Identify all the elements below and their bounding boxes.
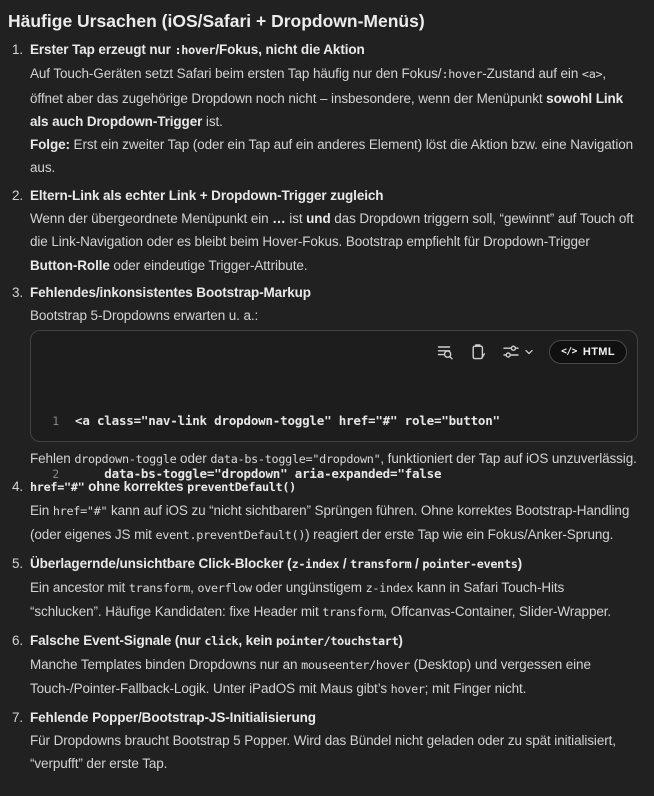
list-item xyxy=(8,475,638,548)
item-number: 4. xyxy=(11,478,23,494)
item-paragraph xyxy=(30,62,638,133)
item-heading xyxy=(30,706,638,729)
inline-code: hover xyxy=(390,682,425,697)
item-heading xyxy=(30,629,638,653)
list-item xyxy=(8,629,638,702)
item-number: 3. xyxy=(11,284,23,300)
explain-code-icon xyxy=(436,343,454,361)
item-heading xyxy=(30,475,638,499)
text-run: , öffnet aber das zugehörige Dropdown noch nicht – insbesondere, wenn der Menüpunkt xyxy=(30,66,606,106)
text-run: Eltern-Link als echter Link + Dropdown-Trigger zugleich xyxy=(30,187,384,203)
text-run: ist xyxy=(285,211,307,227)
chevron-down-icon xyxy=(524,347,534,357)
text-run: Fehlendes/inkonsistentes Bootstrap-Markup xyxy=(30,284,311,300)
inline-code: transform xyxy=(322,605,384,620)
item-number: 1. xyxy=(11,42,23,57)
text-run: Wenn der übergeordnete Menüpunkt ein xyxy=(30,211,273,227)
text-run: , Offcanvas-Container, Slider-Wrapper. xyxy=(383,604,612,620)
inline-code: overflow xyxy=(197,581,252,596)
inline-code: mouseenter/hover xyxy=(301,657,410,672)
item-number: 5. xyxy=(11,555,23,571)
list-item xyxy=(8,184,638,277)
list-item xyxy=(8,38,638,180)
text-run: Fehlen xyxy=(30,450,75,466)
text-run: Erster Tap erzeugt nur xyxy=(30,42,175,57)
list-item xyxy=(8,281,638,482)
text-run: Überlagernde/unsichtbare Click-Blocker ( xyxy=(30,555,292,571)
inline-code: click xyxy=(204,633,239,648)
item-heading xyxy=(30,38,638,62)
item-heading xyxy=(30,281,638,304)
line-number: 1 xyxy=(52,413,59,428)
code-line xyxy=(43,412,627,431)
item-paragraph xyxy=(30,653,638,702)
item-paragraph xyxy=(30,133,638,180)
text-run: ; mit Finger nicht. xyxy=(424,681,527,697)
text-run: oder xyxy=(176,450,211,466)
text-run: , xyxy=(190,580,198,596)
inline-code: dropdown-toggle xyxy=(74,451,177,466)
text-run: ist. xyxy=(202,113,223,129)
code-toolbar xyxy=(43,340,627,364)
code-icon: </> xyxy=(561,345,577,357)
page-title: Häufige Ursachen (iOS/Safari + Dropdown-Menüs) xyxy=(8,11,425,31)
text-run: sowohl Link als auch Dropdown-Trigger xyxy=(30,90,624,129)
inline-code: preventDefault() xyxy=(187,479,296,494)
text-run: Bootstrap 5-Dropdowns erwarten u. a.: xyxy=(30,308,259,324)
text-run: (Desktop) und vergessen eine Touch-/Pointer-Fallback-Logik. Unter iPadOS mit Maus gibt’s xyxy=(30,656,591,697)
inline-code: :hover xyxy=(441,67,483,82)
text-run: oder eindeutige Trigger-Attribute. xyxy=(109,257,308,273)
code-text: data-bs-toggle="dropdown" aria-expanded="false xyxy=(75,466,442,482)
item-paragraph xyxy=(30,729,638,776)
text-run: kann auf iOS zu “nicht sichtbaren” Sprüngen führen. Ohne korrektes Bootstrap-Handling (oder eigenes JS mit xyxy=(30,503,630,543)
list-item xyxy=(8,706,638,776)
text-run: … xyxy=(272,211,286,227)
text-run: Fehlende Popper/Bootstrap-JS-Initialisierung xyxy=(30,709,316,725)
text-run: Erst ein zweiter Tap (oder ein Tap auf ein anderes Element) löst die Aktion bzw. eine Navigation aus. xyxy=(30,137,634,176)
item-paragraph xyxy=(30,499,638,548)
text-run: kann in Safari Touch-Hits “schlucken”. Häufige Kandidaten: fixe Header mit xyxy=(30,580,565,620)
text-run: und xyxy=(306,211,331,227)
inline-code: event.preventDefault() xyxy=(155,528,306,543)
text-run: Falsche Event-Signale (nur xyxy=(30,632,205,648)
text-run: , kein xyxy=(238,632,276,648)
item-heading xyxy=(30,552,638,576)
text-run: ) xyxy=(517,555,522,571)
text-run: / xyxy=(411,555,423,571)
inline-code: pointer-events xyxy=(422,556,518,571)
text-run: -Zustand auf ein xyxy=(482,66,582,82)
item-number: 2. xyxy=(11,187,23,203)
text-run: , funktioniert der Tap auf iOS unzuverlässig. xyxy=(380,450,637,466)
item-paragraph xyxy=(30,207,638,277)
inline-code: <a> xyxy=(581,67,603,82)
text-run: Button-Rolle xyxy=(30,257,110,273)
language-badge xyxy=(549,340,627,364)
copy-code-icon xyxy=(469,343,487,361)
line-number: 2 xyxy=(52,467,59,482)
inline-code: href="#" xyxy=(52,504,108,519)
text-run: Für Dropdowns braucht Bootstrap 5 Popper. Wird das Bündel nicht geladen oder zu spät initialisiert, “verpufft” der erste Tap. xyxy=(30,732,616,772)
item-paragraph xyxy=(30,447,638,471)
text-run: ) reagiert der erste Tap wie ein Fokus/Anker-Sprung. xyxy=(305,527,614,543)
text-run: / xyxy=(339,555,351,571)
code-text: <a class="nav-link dropdown-toggle" href="#" role="button" xyxy=(75,412,500,428)
text-run: ohne korrektes xyxy=(84,478,188,494)
text-run: Manche Templates binden Dropdowns nur an xyxy=(30,656,302,672)
inline-code: z-index xyxy=(365,581,414,596)
text-run: Ein ancestor mit xyxy=(30,580,129,596)
text-run: das Dropdown triggern soll, “gewinnt” auf Touch oft die Link-Navigation oder es bleibt beim Hover-Fokus. Bootstrap empfiehlt für Dropdown-Trigger xyxy=(30,211,634,250)
text-run: Auf Touch-Geräten setzt Safari beim ersten Tap häufig nur den Fokus/ xyxy=(30,66,442,82)
inline-code: transform xyxy=(350,556,412,571)
options-sliders-icon xyxy=(502,343,520,361)
code-options-button[interactable] xyxy=(502,342,534,362)
text-run: ) xyxy=(398,632,403,648)
inline-code: data-bs-toggle="dropdown" xyxy=(210,451,381,466)
explain-code-button[interactable] xyxy=(436,342,454,362)
inline-code: :hover xyxy=(174,43,216,57)
list-item xyxy=(8,552,638,625)
text-run: oder ungünstigem xyxy=(251,580,366,596)
text-run: /Fokus, nicht die Aktion xyxy=(215,42,365,57)
inline-code: z-index xyxy=(291,556,340,571)
item-paragraph xyxy=(30,576,638,625)
copy-code-button[interactable] xyxy=(469,342,487,362)
inline-code: pointer/touchstart xyxy=(275,633,399,648)
text-run: Ein xyxy=(30,503,53,519)
text-run: Folge: xyxy=(30,137,70,153)
inline-code: transform xyxy=(128,581,191,596)
causes-list xyxy=(8,38,638,775)
item-heading xyxy=(30,184,638,207)
item-paragraph xyxy=(30,304,638,327)
item-number: 7. xyxy=(11,709,23,725)
language-label: HTML xyxy=(582,345,615,358)
item-number: 6. xyxy=(11,632,23,648)
inline-code: href="#" xyxy=(30,479,85,494)
